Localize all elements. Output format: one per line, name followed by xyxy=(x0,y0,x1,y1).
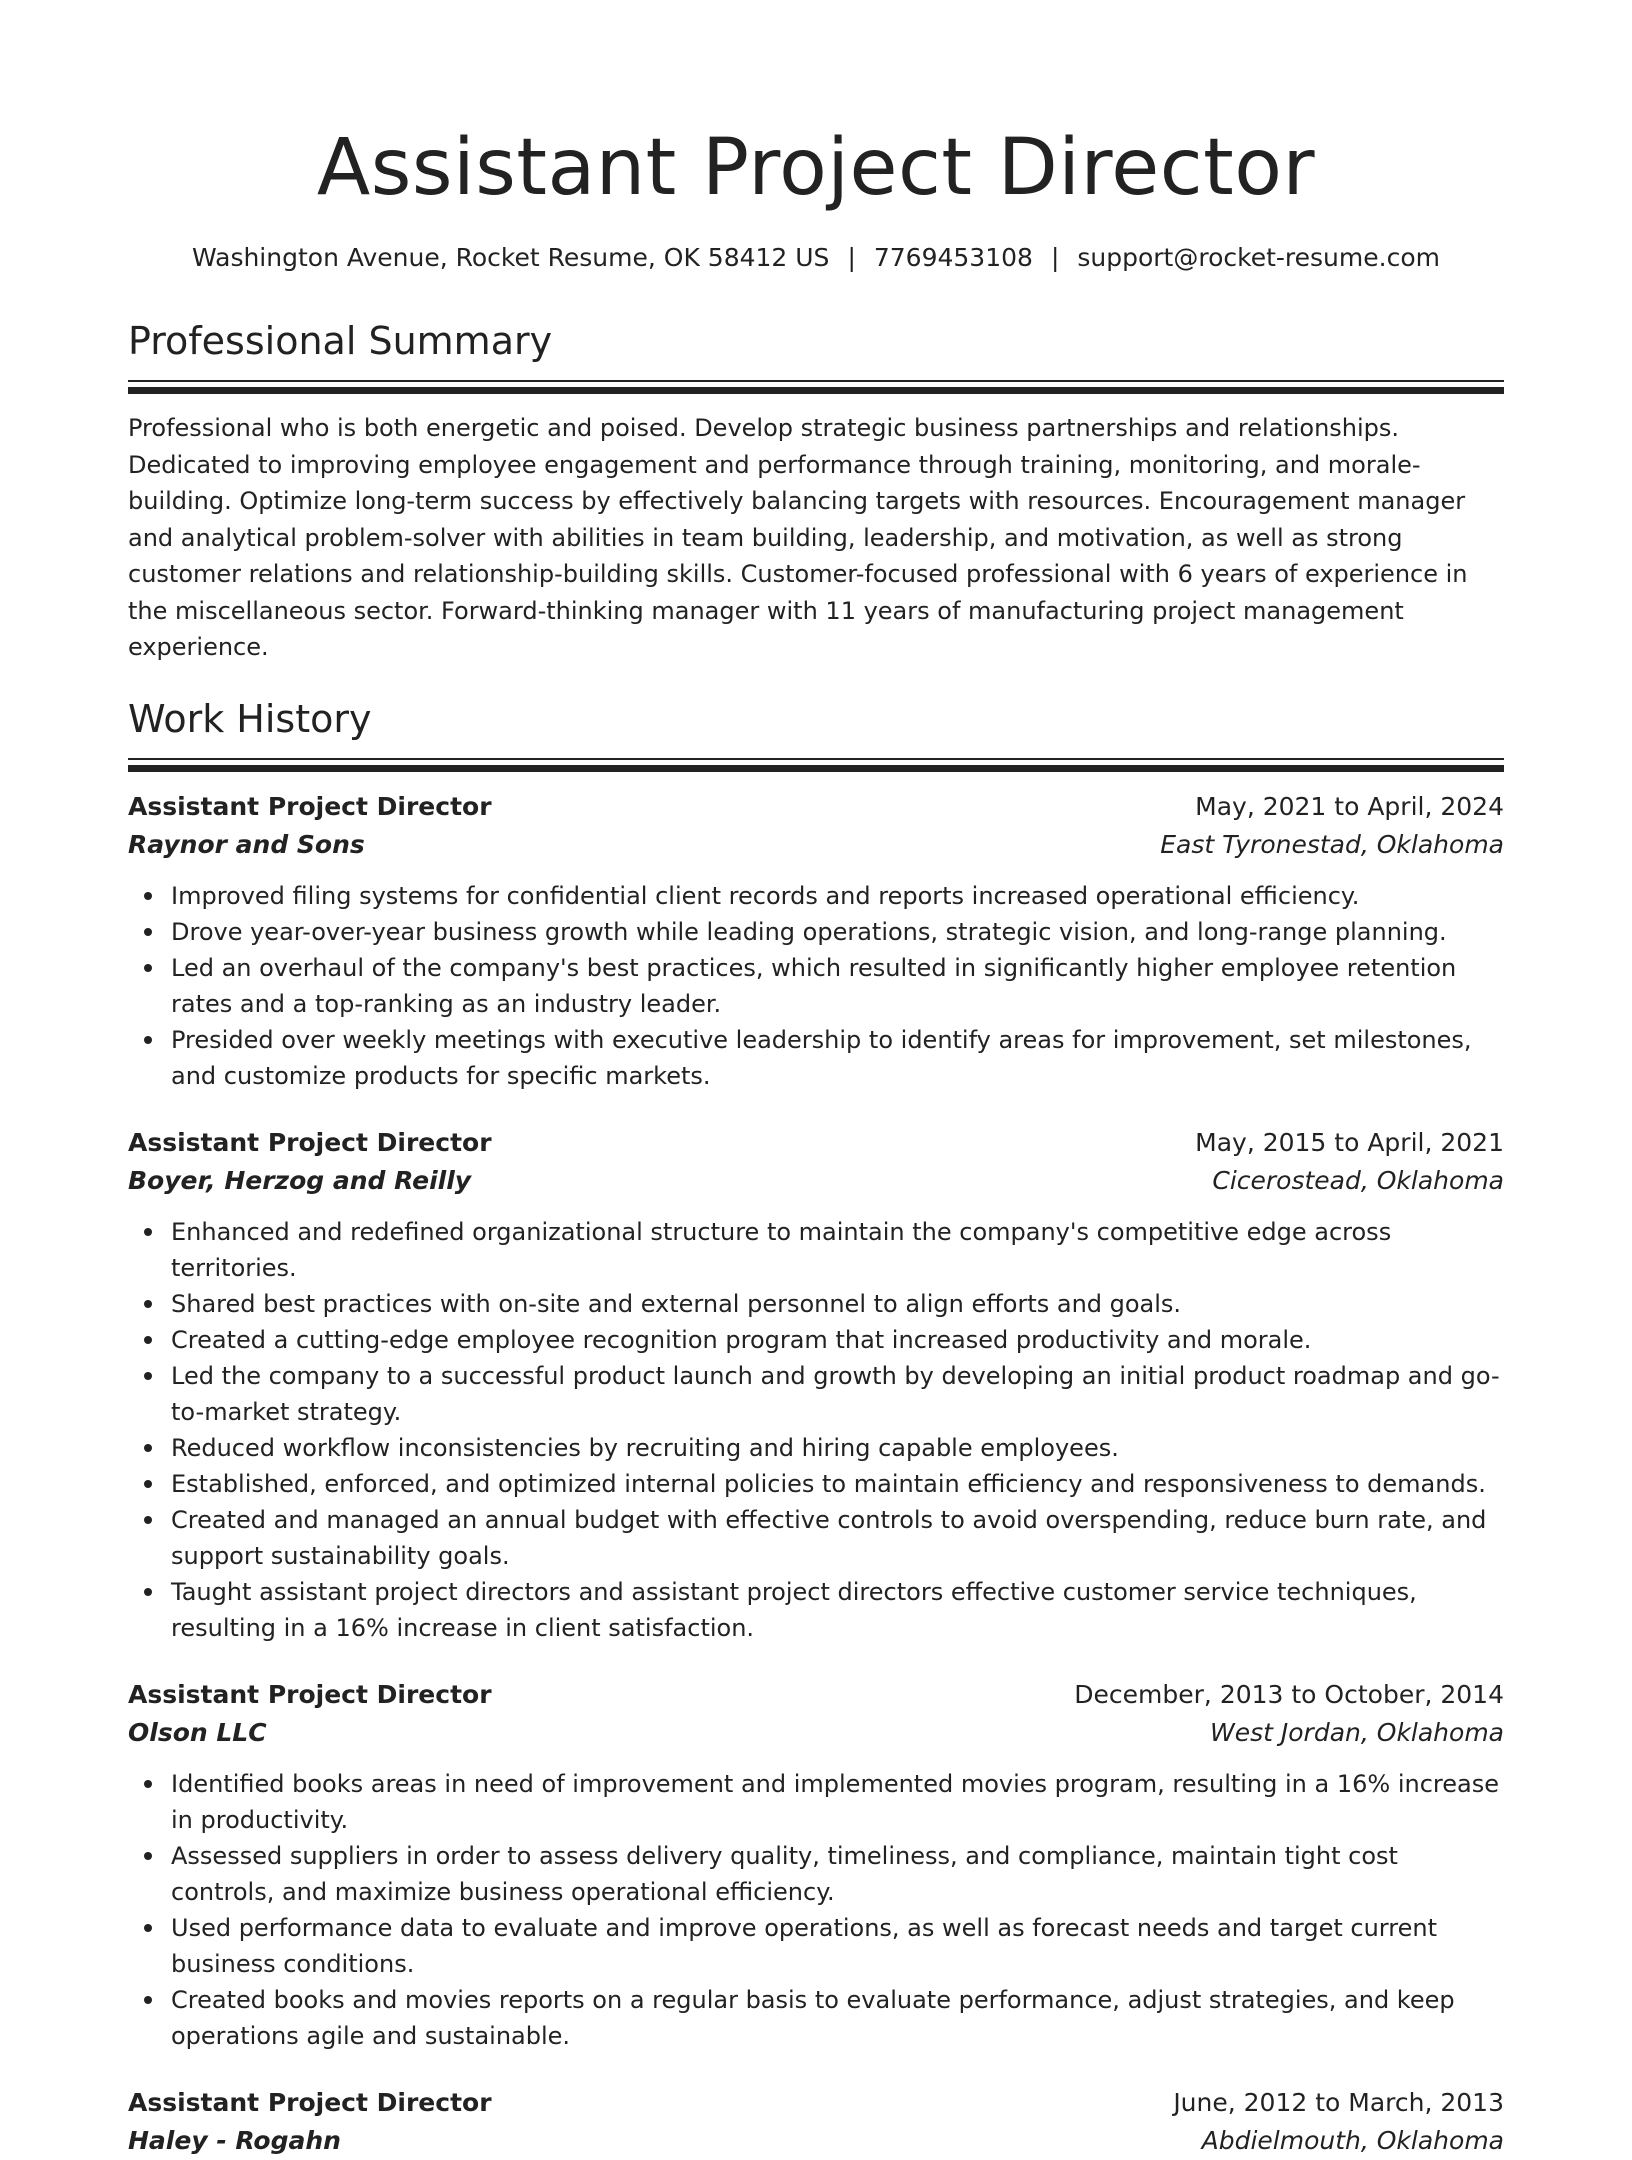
job-bullet-list xyxy=(128,1766,1504,2054)
job-bullet-item: Assessed suppliers in order to assess delivery quality, timeliness, and compliance, maintain tight cost controls, and maximize business operational efficiency. xyxy=(128,1838,1504,1910)
contact-separator: | xyxy=(847,243,856,272)
job-header-row xyxy=(128,1676,1504,1714)
job-dates: May, 2021 to April, 2024 xyxy=(1195,791,1504,821)
job-company: Raynor and Sons xyxy=(128,829,365,859)
section-divider xyxy=(128,380,1504,394)
job-dates: December, 2013 to October, 2014 xyxy=(1074,1679,1504,1709)
section-heading-work-history: Work History xyxy=(128,696,372,741)
contact-separator: | xyxy=(1050,243,1060,272)
job-bullet-item: Led an overhaul of the company's best practices, which resulted in significantly higher employee retention rates and a top-ranking as an industry leader. xyxy=(128,950,1504,1022)
job-bullet-item: Reduced workflow inconsistencies by recruiting and hiring capable employees. xyxy=(128,1430,1504,1466)
job-bullet-item: Enhanced and redefined organizational structure to maintain the company's competitive edge across territories. xyxy=(128,1214,1504,1286)
job-entry xyxy=(128,1124,1504,1646)
job-location: West Jordan, Oklahoma xyxy=(1210,1717,1504,1747)
contact-line xyxy=(128,240,1504,276)
jobs-list xyxy=(128,788,1504,2160)
job-entry xyxy=(128,2084,1504,2160)
contact-email: support@rocket-resume.com xyxy=(1077,243,1440,272)
job-header-row xyxy=(128,2084,1504,2122)
job-bullet-item: Taught assistant project directors and assistant project directors effective customer service techniques, resulting in a 16% increase in client satisfaction. xyxy=(128,1574,1504,1646)
job-company-row xyxy=(128,2122,1504,2160)
job-bullet-item: Shared best practices with on-site and external personnel to align efforts and goals. xyxy=(128,1286,1504,1322)
job-location: Abdielmouth, Oklahoma xyxy=(1201,2125,1504,2155)
job-company: Olson LLC xyxy=(128,1717,267,1747)
job-bullet-list xyxy=(128,878,1504,1094)
job-company-row xyxy=(128,1162,1504,1200)
job-bullet-item: Used performance data to evaluate and improve operations, as well as forecast needs and target current business conditions. xyxy=(128,1910,1504,1982)
job-title: Assistant Project Director xyxy=(128,791,492,821)
job-dates: May, 2015 to April, 2021 xyxy=(1195,1127,1504,1157)
job-location: Cicerostead, Oklahoma xyxy=(1212,1165,1504,1195)
job-bullet-item: Improved filing systems for confidential client records and reports increased operational efficiency. xyxy=(128,878,1504,914)
contact-phone: 7769453108 xyxy=(873,243,1033,272)
section-divider xyxy=(128,758,1504,772)
job-dates: June, 2012 to March, 2013 xyxy=(1173,2087,1504,2117)
job-bullet-item: Identified books areas in need of improvement and implemented movies program, resulting in a 16% increase in productivity. xyxy=(128,1766,1504,1838)
job-bullet-item: Led the company to a successful product launch and growth by developing an initial product roadmap and go-to-market strategy. xyxy=(128,1358,1504,1430)
job-entry xyxy=(128,1676,1504,2054)
job-bullet-item: Drove year-over-year business growth while leading operations, strategic vision, and long-range planning. xyxy=(128,914,1504,950)
job-entry xyxy=(128,788,1504,1094)
work-history-section xyxy=(128,694,1504,2160)
job-bullet-item: Presided over weekly meetings with executive leadership to identify areas for improvement, set milestones, and customize products for specific markets. xyxy=(128,1022,1504,1094)
job-company-row xyxy=(128,826,1504,864)
job-bullet-item: Created a cutting-edge employee recognition program that increased productivity and morale. xyxy=(128,1322,1504,1358)
contact-address: Washington Avenue, Rocket Resume, OK 58412 US xyxy=(192,243,830,272)
section-heading-summary: Professional Summary xyxy=(128,319,553,363)
summary-paragraph: Professional who is both energetic and poised. Develop strategic business partnerships and relationships. Dedicated to improving employee engagement and performance through training, monitoring, and morale-building. Optimize long-term success by effectively balancing targets with resources. Encouragement manager and analytical problem-solver with abilities in team building, leadership, and motivation, as well as strong customer relations and relationship-building skills. Customer-focused professional with 6 years of experience in the miscellaneous sector. Forward-thinking manager with 11 years of manufacturing project management experience. xyxy=(128,414,1468,661)
job-header-row xyxy=(128,1124,1504,1162)
job-title: Assistant Project Director xyxy=(128,1679,492,1709)
resume-title: Assistant Project Director xyxy=(316,123,1316,213)
job-header-row xyxy=(128,788,1504,826)
job-bullet-item: Created books and movies reports on a regular basis to evaluate performance, adjust strategies, and keep operations agile and sustainable. xyxy=(128,1982,1504,2054)
job-title: Assistant Project Director xyxy=(128,2087,492,2117)
job-location: East Tyronestad, Oklahoma xyxy=(1160,829,1504,859)
job-bullet-list xyxy=(128,1214,1504,1646)
job-company: Boyer, Herzog and Reilly xyxy=(128,1165,472,1195)
job-company-row xyxy=(128,1714,1504,1752)
job-company: Haley - Rogahn xyxy=(128,2125,341,2155)
job-bullet-item: Established, enforced, and optimized internal policies to maintain efficiency and responsiveness to demands. xyxy=(128,1466,1504,1502)
job-title: Assistant Project Director xyxy=(128,1127,492,1157)
job-bullet-item: Created and managed an annual budget with effective controls to avoid overspending, reduce burn rate, and support sustainability goals. xyxy=(128,1502,1504,1574)
professional-summary-section xyxy=(128,316,1504,666)
